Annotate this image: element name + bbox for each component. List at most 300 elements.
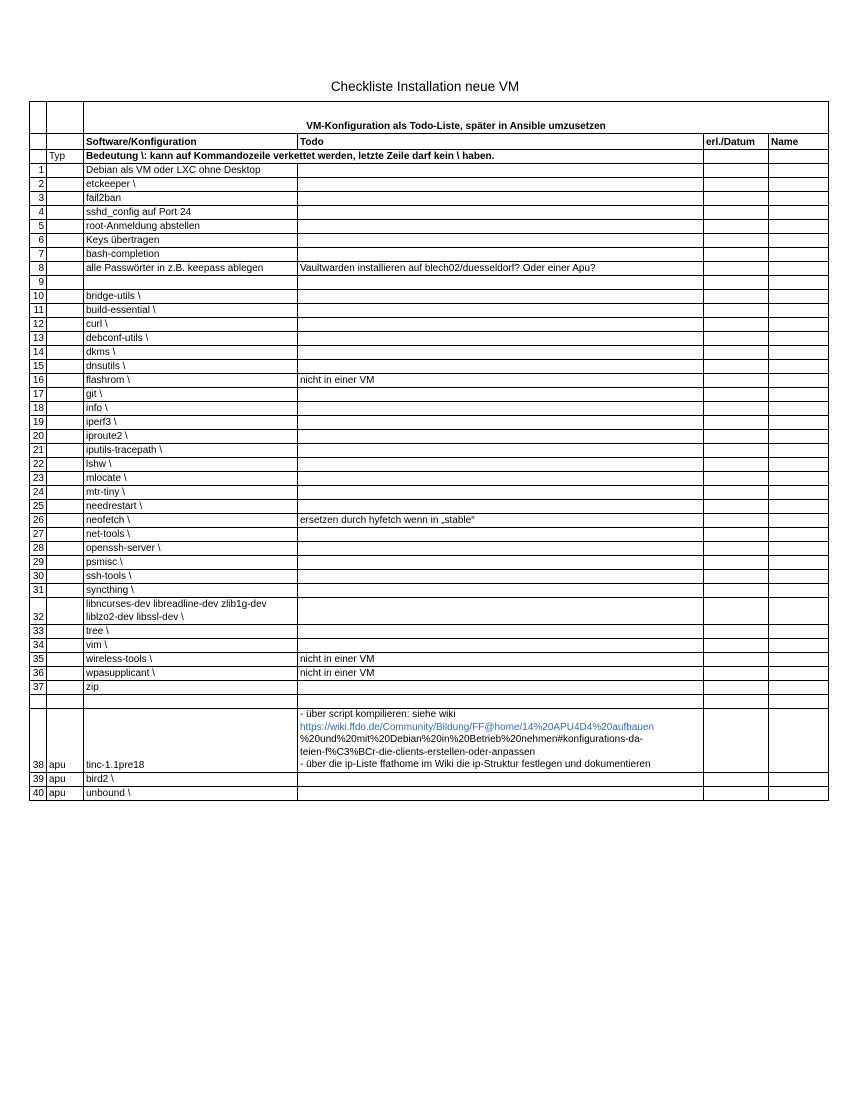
erl-datum-cell: [704, 332, 769, 346]
row-number-cell: 26: [30, 514, 47, 528]
table-row: [30, 248, 829, 262]
name-cell: [769, 528, 829, 542]
typ-cell: [47, 220, 84, 234]
table-row: [30, 528, 829, 542]
row-number-cell: 13: [30, 332, 47, 346]
table-row: [30, 178, 829, 192]
software-cell: git \: [84, 388, 298, 402]
row-number-cell: 31: [30, 584, 47, 598]
typ-cell: [47, 458, 84, 472]
table-row: [30, 667, 829, 681]
todo-cell: [298, 206, 704, 220]
table-row: [30, 458, 829, 472]
empty-cell: [30, 150, 47, 164]
typ-row: [30, 150, 829, 164]
name-cell: [769, 248, 829, 262]
software-cell: bridge-utils \: [84, 290, 298, 304]
software-cell: root-Anmeldung abstellen: [84, 220, 298, 234]
typ-cell: [47, 206, 84, 220]
software-cell: iputils-tracepath \: [84, 444, 298, 458]
software-cell: mtr-tiny \: [84, 486, 298, 500]
name-cell: [769, 388, 829, 402]
row-number-cell: 24: [30, 486, 47, 500]
software-cell: lshw \: [84, 458, 298, 472]
erl-datum-cell: [704, 430, 769, 444]
table-row: [30, 192, 829, 206]
table-row: [30, 542, 829, 556]
name-cell: [769, 786, 829, 800]
table-row: [30, 416, 829, 430]
empty-cell: [30, 134, 47, 150]
software-cell: mlocate \: [84, 472, 298, 486]
table-row: [30, 472, 829, 486]
erl-datum-cell: [704, 276, 769, 290]
name-cell: [769, 625, 829, 639]
row-number-cell: 12: [30, 318, 47, 332]
name-cell: [769, 290, 829, 304]
row-number-cell: 6: [30, 234, 47, 248]
row-number-cell: 1: [30, 164, 47, 178]
typ-cell: [47, 556, 84, 570]
software-cell: net-tools \: [84, 528, 298, 542]
software-cell: needrestart \: [84, 500, 298, 514]
row-number-cell: 28: [30, 542, 47, 556]
software-cell: iproute2 \: [84, 430, 298, 444]
table-row: [30, 234, 829, 248]
name-cell: [769, 304, 829, 318]
name-cell: [769, 639, 829, 653]
row-number-cell: 35: [30, 653, 47, 667]
typ-cell: [47, 346, 84, 360]
typ-cell: [47, 444, 84, 458]
table-head: [30, 102, 829, 164]
todo-cell: [298, 248, 704, 262]
software-cell: Debian als VM oder LXC ohne Desktop: [84, 164, 298, 178]
table-row: [30, 653, 829, 667]
table-row: [30, 276, 829, 290]
name-cell: [769, 500, 829, 514]
todo-cell: [298, 639, 704, 653]
todo-cell: [298, 402, 704, 416]
row-number-cell: 14: [30, 346, 47, 360]
erl-datum-cell: [704, 695, 769, 709]
row-number-cell: [30, 695, 47, 709]
name-cell: [769, 444, 829, 458]
empty-cell: [47, 102, 84, 134]
name-cell: [769, 486, 829, 500]
erl-datum-cell: [704, 542, 769, 556]
typ-cell: [47, 598, 84, 625]
erl-datum-cell: [704, 290, 769, 304]
software-cell: neofetch \: [84, 514, 298, 528]
document-title: Checkliste Installation neue VM: [330, 79, 520, 94]
name-cell: [769, 374, 829, 388]
typ-cell: [47, 528, 84, 542]
name-cell: [769, 598, 829, 625]
row-number-cell: 9: [30, 276, 47, 290]
todo-cell: [298, 318, 704, 332]
table-row: [30, 220, 829, 234]
typ-cell: [47, 388, 84, 402]
software-cell: bash-completion: [84, 248, 298, 262]
erl-datum-cell: [704, 472, 769, 486]
row-number-cell: 40: [30, 786, 47, 800]
todo-cell: Vaultwarden installieren auf blech02/duesseldorf? Oder einer Apu?: [298, 262, 704, 276]
typ-cell: [47, 164, 84, 178]
table-row: [30, 500, 829, 514]
typ-cell: [47, 234, 84, 248]
table-row: [30, 360, 829, 374]
table-row: [30, 346, 829, 360]
name-cell: [769, 653, 829, 667]
typ-cell: [47, 653, 84, 667]
table-row: [30, 556, 829, 570]
table-row: [30, 639, 829, 653]
todo-line: %20und%20mit%20Debian%20in%20Betrieb%20nehmen#konfigurations-da-: [300, 734, 644, 746]
table-row: [30, 444, 829, 458]
name-cell: [769, 681, 829, 695]
typ-cell: [47, 332, 84, 346]
row-number-cell: 37: [30, 681, 47, 695]
typ-cell: [47, 500, 84, 514]
name-cell: [769, 276, 829, 290]
name-cell: [769, 220, 829, 234]
row-number-cell: 7: [30, 248, 47, 262]
todo-cell: [298, 430, 704, 444]
table-row: [30, 695, 829, 709]
todo-cell: [298, 276, 704, 290]
table-row: [30, 584, 829, 598]
typ-cell: [47, 290, 84, 304]
row-number-cell: 29: [30, 556, 47, 570]
erl-datum-cell: [704, 402, 769, 416]
software-cell: unbound \: [84, 786, 298, 800]
todo-cell: [298, 584, 704, 598]
todo-cell: [298, 625, 704, 639]
name-cell: [769, 360, 829, 374]
empty-cell: [47, 134, 84, 150]
software-cell: info \: [84, 402, 298, 416]
name-cell: [769, 695, 829, 709]
name-cell: [769, 234, 829, 248]
todo-cell: [298, 192, 704, 206]
name-cell: [769, 206, 829, 220]
row-number-cell: 2: [30, 178, 47, 192]
todo-cell: nicht in einer VM: [298, 667, 704, 681]
table-main-header: VM-Konfiguration als Todo-Liste, später in Ansible umzusetzen: [84, 102, 829, 134]
erl-datum-cell: [704, 444, 769, 458]
row-number-cell: 38: [30, 709, 47, 773]
todo-cell: [298, 444, 704, 458]
erl-datum-cell: [704, 528, 769, 542]
table-row: [30, 625, 829, 639]
software-cell: alle Passwörter in z.B. keepass ablegen: [84, 262, 298, 276]
typ-cell: [47, 570, 84, 584]
todo-cell: [298, 598, 704, 625]
software-cell: fail2ban: [84, 192, 298, 206]
software-cell: curl \: [84, 318, 298, 332]
name-cell: [769, 332, 829, 346]
table-row: [30, 514, 829, 528]
name-cell: [769, 667, 829, 681]
typ-cell: [47, 681, 84, 695]
erl-datum-cell: [704, 388, 769, 402]
erl-datum-cell: [704, 514, 769, 528]
name-cell: [769, 178, 829, 192]
todo-cell: [298, 416, 704, 430]
todo-cell: [298, 332, 704, 346]
typ-cell: [47, 360, 84, 374]
table-row: [30, 262, 829, 276]
software-cell: iperf3 \: [84, 416, 298, 430]
row-number-cell: 30: [30, 570, 47, 584]
row-number-cell: 10: [30, 290, 47, 304]
erl-datum-cell: [704, 374, 769, 388]
todo-cell: [298, 360, 704, 374]
typ-cell: apu: [47, 709, 84, 773]
row-number-cell: 15: [30, 360, 47, 374]
todo-cell: [298, 234, 704, 248]
table-row: [30, 786, 829, 800]
erl-datum-cell: [704, 346, 769, 360]
empty-cell: [30, 102, 47, 134]
name-cell: [769, 772, 829, 786]
row-number-cell: 32: [30, 598, 47, 625]
software-cell: debconf-utils \: [84, 332, 298, 346]
typ-cell: [47, 192, 84, 206]
table-row: [30, 709, 829, 773]
typ-cell: [47, 486, 84, 500]
row-number-cell: 3: [30, 192, 47, 206]
row-number-cell: 18: [30, 402, 47, 416]
erl-datum-cell: [704, 318, 769, 332]
typ-cell: [47, 584, 84, 598]
software-cell: etckeeper \: [84, 178, 298, 192]
column-header-name: Name: [769, 134, 829, 150]
column-header-erl-datum: erl./Datum: [704, 134, 769, 150]
name-cell: [769, 318, 829, 332]
row-number-cell: 23: [30, 472, 47, 486]
todo-cell: [298, 709, 704, 773]
todo-cell: ersetzen durch hyfetch wenn in „stable“: [298, 514, 704, 528]
row-number-cell: 25: [30, 500, 47, 514]
table-row: [30, 570, 829, 584]
erl-datum-cell: [704, 206, 769, 220]
erl-datum-cell: [704, 625, 769, 639]
typ-cell: [47, 542, 84, 556]
typ-cell: [47, 276, 84, 290]
typ-cell: [47, 262, 84, 276]
row-number-cell: 22: [30, 458, 47, 472]
table-row: [30, 388, 829, 402]
erl-datum-cell: [704, 248, 769, 262]
todo-cell: [298, 695, 704, 709]
erl-datum-cell: [704, 598, 769, 625]
software-cell: ssh-tools \: [84, 570, 298, 584]
typ-cell: [47, 695, 84, 709]
erl-datum-cell: [704, 653, 769, 667]
table-row: [30, 164, 829, 178]
table-title-row: [30, 102, 829, 134]
row-number-cell: 21: [30, 444, 47, 458]
typ-cell: [47, 374, 84, 388]
erl-datum-cell: [704, 416, 769, 430]
name-cell: [769, 402, 829, 416]
erl-datum-cell: [704, 360, 769, 374]
checklist-table: [29, 101, 829, 801]
typ-cell: apu: [47, 772, 84, 786]
column-header-row: [30, 134, 829, 150]
typ-cell: [47, 667, 84, 681]
erl-datum-cell: [704, 178, 769, 192]
table-row: [30, 681, 829, 695]
software-cell: bird2 \: [84, 772, 298, 786]
row-number-cell: 36: [30, 667, 47, 681]
erl-datum-cell: [704, 681, 769, 695]
software-cell: zip: [84, 681, 298, 695]
typ-cell: [47, 625, 84, 639]
row-number-cell: 34: [30, 639, 47, 653]
todo-cell: [298, 772, 704, 786]
wiki-link[interactable]: https://wiki.ffdo.de/Community/Bildung/FF@home/14%20APU4D4%20aufbauen: [300, 721, 655, 733]
table-row: [30, 332, 829, 346]
erl-datum-cell: [704, 500, 769, 514]
table-row: [30, 598, 829, 625]
todo-cell: [298, 178, 704, 192]
typ-cell: [47, 318, 84, 332]
table-row: [30, 486, 829, 500]
todo-cell: nicht in einer VM: [298, 653, 704, 667]
software-cell: [84, 695, 298, 709]
row-number-cell: 19: [30, 416, 47, 430]
typ-cell: [47, 514, 84, 528]
table-row: [30, 206, 829, 220]
erl-datum-cell: [704, 786, 769, 800]
todo-cell: [298, 500, 704, 514]
erl-datum-cell: [704, 556, 769, 570]
typ-cell: [47, 430, 84, 444]
table-row: [30, 772, 829, 786]
name-cell: [769, 150, 829, 164]
todo-cell: [298, 786, 704, 800]
name-cell: [769, 262, 829, 276]
table-row: [30, 318, 829, 332]
column-header-todo: Todo: [298, 134, 704, 150]
todo-cell: [298, 486, 704, 500]
erl-datum-cell: [704, 570, 769, 584]
todo-cell: [298, 290, 704, 304]
todo-cell: [298, 556, 704, 570]
erl-datum-cell: [704, 192, 769, 206]
row-number-cell: 33: [30, 625, 47, 639]
todo-line: - über die ip-Liste ffathome im Wiki die ip-Struktur festlegen und dokumentieren: [300, 759, 651, 771]
erl-datum-cell: [704, 667, 769, 681]
todo-cell: [298, 528, 704, 542]
table-body: [30, 164, 829, 801]
row-number-cell: 4: [30, 206, 47, 220]
todo-cell: [298, 472, 704, 486]
row-number-cell: 11: [30, 304, 47, 318]
row-number-cell: 27: [30, 528, 47, 542]
software-cell: dkms \: [84, 346, 298, 360]
row-number-cell: 39: [30, 772, 47, 786]
todo-cell: [298, 570, 704, 584]
erl-datum-cell: [704, 262, 769, 276]
software-cell: vim \: [84, 639, 298, 653]
erl-datum-cell: [704, 220, 769, 234]
row-number-cell: 5: [30, 220, 47, 234]
todo-line: - über script kompilieren: siehe wiki: [300, 709, 456, 720]
table-row: [30, 290, 829, 304]
erl-datum-cell: [704, 234, 769, 248]
table-row: [30, 304, 829, 318]
typ-cell: [47, 248, 84, 262]
name-cell: [769, 346, 829, 360]
erl-datum-cell: [704, 639, 769, 653]
typ-cell: apu: [47, 786, 84, 800]
erl-datum-cell: [704, 709, 769, 773]
software-cell: build-essential \: [84, 304, 298, 318]
name-cell: [769, 570, 829, 584]
row-number-cell: 17: [30, 388, 47, 402]
software-cell: wireless-tools \: [84, 653, 298, 667]
name-cell: [769, 709, 829, 773]
table-row: [30, 430, 829, 444]
name-cell: [769, 416, 829, 430]
table-row: [30, 402, 829, 416]
name-cell: [769, 584, 829, 598]
name-cell: [769, 514, 829, 528]
name-cell: [769, 430, 829, 444]
typ-label-cell: Typ: [47, 150, 84, 164]
todo-line: [300, 722, 701, 735]
todo-cell: [298, 458, 704, 472]
erl-datum-cell: [704, 164, 769, 178]
typ-cell: [47, 416, 84, 430]
row-number-cell: 8: [30, 262, 47, 276]
todo-cell: [298, 681, 704, 695]
name-cell: [769, 458, 829, 472]
software-cell: wpasupplicant \: [84, 667, 298, 681]
todo-line: teien-f%C3%BCr-die-clients-erstellen-oder-anpassen: [300, 746, 536, 758]
todo-cell: nicht in einer VM: [298, 374, 704, 388]
software-cell: syncthing \: [84, 584, 298, 598]
name-cell: [769, 556, 829, 570]
typ-cell: [47, 639, 84, 653]
software-cell: tinc-1.1pre18: [84, 709, 298, 773]
typ-cell: [47, 304, 84, 318]
row-number-cell: 20: [30, 430, 47, 444]
software-cell: sshd_config auf Port 24: [84, 206, 298, 220]
name-cell: [769, 164, 829, 178]
software-cell: libncurses-dev libreadline-dev zlib1g-dev liblzo2-dev libssl-dev \: [84, 598, 298, 625]
typ-cell: [47, 402, 84, 416]
todo-cell: [298, 388, 704, 402]
erl-datum-cell: [704, 150, 769, 164]
erl-datum-cell: [704, 772, 769, 786]
name-cell: [769, 472, 829, 486]
todo-cell: [298, 304, 704, 318]
column-header-software: Software/Konfiguration: [84, 134, 298, 150]
todo-cell: [298, 346, 704, 360]
software-cell: psmisc \: [84, 556, 298, 570]
todo-cell: [298, 164, 704, 178]
erl-datum-cell: [704, 304, 769, 318]
name-cell: [769, 542, 829, 556]
bedeutung-cell: Bedeutung \: kann auf Kommandozeile verkettet werden, letzte Zeile darf kein \ haben.: [84, 150, 704, 164]
software-cell: Keys übertragen: [84, 234, 298, 248]
table-row: [30, 374, 829, 388]
